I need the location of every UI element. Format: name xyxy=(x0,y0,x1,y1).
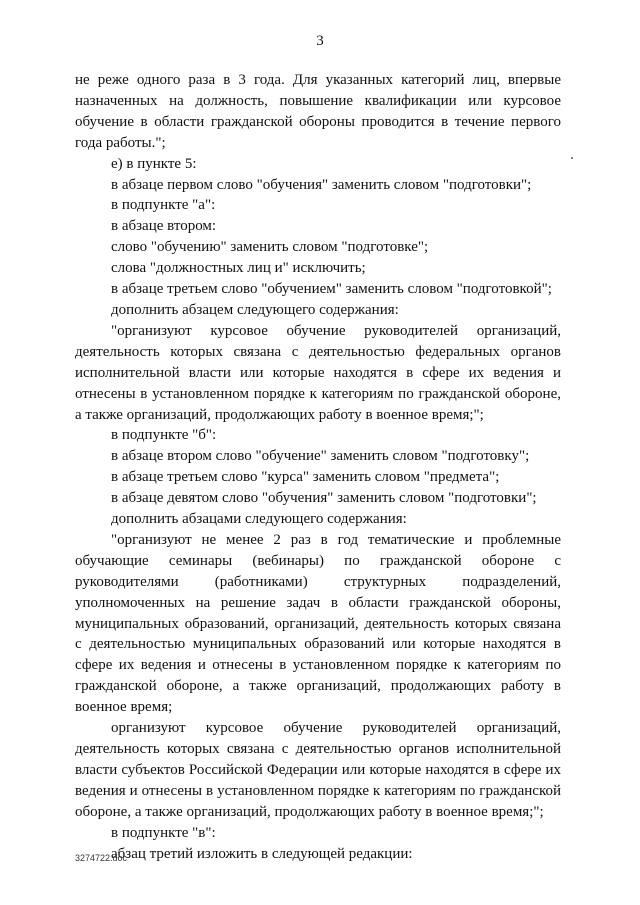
paragraph-third-abzats-new-edition: абзац третий изложить в следующей редакции: xyxy=(111,845,413,862)
paragraph-training-frequency: не реже одного раза в 3 года. Для указанных категорий лиц, впервые назначенных на должность, повышение квалификации или курсовое обучение в области гражданской обороны проводится в течение первого года работы."; xyxy=(75,72,561,151)
footer-file-name: 3274722.doc xyxy=(75,853,128,863)
page-number: 3 xyxy=(316,33,324,49)
paragraph-ninth-abzats-obucheniya: в абзаце девятом слово "обучения" заменить словом "подготовки"; xyxy=(111,490,537,507)
document-body xyxy=(75,70,561,864)
paragraph-word-obucheniyu-replace: слово "обучению" заменить словом "подготовке"; xyxy=(111,239,429,256)
paragraph-third-abzats-kursa: в абзаце третьем слово "курса" заменить словом "предмета"; xyxy=(111,469,500,486)
margin-speck xyxy=(571,157,573,159)
paragraph-subpoint-b: в подпункте "б": xyxy=(111,427,217,444)
paragraph-add-abzats: дополнить абзацем следующего содержания: xyxy=(111,301,399,318)
paragraph-second-abzats: в абзаце втором: xyxy=(111,218,217,235)
paragraph-add-abzatsy: дополнить абзацами следующего содержания: xyxy=(111,511,407,528)
paragraph-quote-federal-organs: "организуют курсовое обучение руководителей организаций, деятельность которых связана с деятельностью федеральных органов исполнительной власти или которые находятся в сфере их ведения и отнесены в установленном порядке к категориям по гражданской обороне, а также организаций, продолжающих работу в военное время;"; xyxy=(75,322,561,423)
paragraph-first-abzats-replace: в абзаце первом слово "обучения" заменить словом "подготовки"; xyxy=(111,176,532,193)
paragraph-subpoint-a: в подпункте "а": xyxy=(111,197,216,214)
paragraph-words-exclude: слова "должностных лиц и" исключить; xyxy=(111,260,366,277)
paragraph-quote-subject-organs: организуют курсовое обучение руководителей организаций, деятельность которых связана с деятельностью органов исполнительной власти субъектов Российской Федерации или которые находятся в сфере их ведения и отнесены в установленном порядке к категориям по гражданской обороне, а также организаций, продолжающих работу в военное время;"; xyxy=(75,720,561,820)
paragraph-subpoint-v: в подпункте "в": xyxy=(111,824,216,841)
paragraph-quote-seminars: "организуют не менее 2 раз в год тематические и проблемные обучающие семинары (вебинары) по гражданской обороне с руководителями (работниками) структурных подразделений, уполномоченных на решение задач в области гражданской обороны, муниципальных образований, организаций, деятельность которых связана с деятельностью муниципальных образований или которые находятся в сфере их ведения и отнесены в установленном порядке к категориям по гражданской обороне, а также организаций, продолжающих работу в военное время; xyxy=(75,531,561,716)
paragraph-third-abzats-replace: в абзаце третьем слово "обучением" заменить словом "подготовкой"; xyxy=(111,281,552,298)
paragraph-second-abzats-obuchenie: в абзаце втором слово "обучение" заменить словом "подготовку"; xyxy=(111,448,530,465)
paragraph-item-e-point-5: е) в пункте 5: xyxy=(111,155,197,172)
